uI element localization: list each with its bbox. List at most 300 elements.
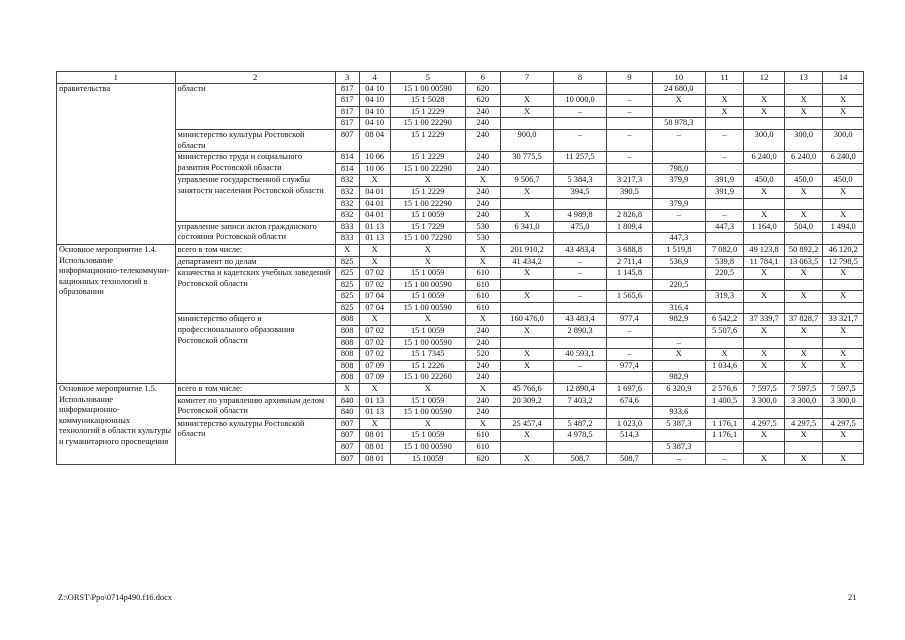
value-cell xyxy=(652,360,705,372)
header-cell-9: 9 xyxy=(607,72,653,84)
value-cell: Х xyxy=(501,106,554,118)
value-cell: Х xyxy=(823,106,864,118)
value-cell: – xyxy=(554,129,607,151)
value-cell: Х xyxy=(744,453,785,465)
value-cell: 900,0 xyxy=(501,129,554,151)
value-cell: 832 xyxy=(335,186,359,198)
value-cell: 3 300,0 xyxy=(823,395,864,407)
value-cell: Х xyxy=(359,175,390,187)
value-cell: 539,8 xyxy=(705,256,743,268)
value-cell: 41 434,2 xyxy=(501,256,554,268)
value-cell: 07 02 xyxy=(359,337,390,349)
value-cell: 379,9 xyxy=(652,198,705,210)
value-cell: 610 xyxy=(465,302,500,314)
value-cell: 7 082,0 xyxy=(705,244,743,256)
value-cell: 4 297,5 xyxy=(784,418,822,430)
value-cell: 808 xyxy=(335,349,359,361)
value-cell: 220,5 xyxy=(652,279,705,291)
value-cell: 7 403,2 xyxy=(554,395,607,407)
value-cell: Х xyxy=(784,430,822,442)
value-cell xyxy=(554,337,607,349)
value-cell: 07 09 xyxy=(359,372,390,384)
value-cell: Х xyxy=(823,360,864,372)
value-cell: 160 476,0 xyxy=(501,314,554,326)
header-cell-1: 1 xyxy=(57,72,176,84)
value-cell xyxy=(744,337,785,349)
value-cell: 3 688,8 xyxy=(607,244,653,256)
value-cell: 15 10059 xyxy=(390,453,465,465)
value-cell: 982,9 xyxy=(652,372,705,384)
value-cell: 808 xyxy=(335,314,359,326)
value-cell: – xyxy=(607,106,653,118)
value-cell xyxy=(744,163,785,175)
value-cell: 1 176,1 xyxy=(705,418,743,430)
value-cell: Х xyxy=(744,430,785,442)
value-cell: 530 xyxy=(465,233,500,245)
value-cell xyxy=(607,233,653,245)
value-cell: 514,3 xyxy=(607,430,653,442)
value-cell xyxy=(607,163,653,175)
value-cell: 20 309,2 xyxy=(501,395,554,407)
value-cell: 15 1 0059 xyxy=(390,291,465,303)
value-cell: 6 542,2 xyxy=(705,314,743,326)
agency-cell: всего в том числе: xyxy=(175,384,335,396)
value-cell xyxy=(784,83,822,95)
value-cell: 536,9 xyxy=(652,256,705,268)
value-cell: 15 1 00 00590 xyxy=(390,337,465,349)
value-cell: 390,5 xyxy=(607,186,653,198)
value-cell: 840 xyxy=(335,395,359,407)
value-cell xyxy=(744,372,785,384)
value-cell xyxy=(784,163,822,175)
value-cell: Х xyxy=(705,349,743,361)
value-cell: 15 1 00 22260 xyxy=(390,372,465,384)
value-cell: 300,0 xyxy=(784,129,822,151)
header-cell-8: 8 xyxy=(554,72,607,84)
value-cell: 620 xyxy=(465,453,500,465)
value-cell: 394,5 xyxy=(554,186,607,198)
header-row xyxy=(57,72,864,84)
value-cell: Х xyxy=(465,418,500,430)
value-cell: 825 xyxy=(335,291,359,303)
value-cell: Х xyxy=(501,268,554,280)
value-cell: Х xyxy=(501,186,554,198)
value-cell: 45 766,6 xyxy=(501,384,554,396)
value-cell: 240 xyxy=(465,326,500,338)
value-cell: 840 xyxy=(335,407,359,419)
value-cell: Х xyxy=(823,453,864,465)
value-cell: Х xyxy=(359,256,390,268)
value-cell: 832 xyxy=(335,210,359,222)
value-cell: 5 384,3 xyxy=(554,175,607,187)
value-cell xyxy=(554,407,607,419)
value-cell: Х xyxy=(501,349,554,361)
value-cell: 814 xyxy=(335,152,359,164)
value-cell xyxy=(744,302,785,314)
value-cell xyxy=(652,186,705,198)
value-cell: 450,0 xyxy=(784,175,822,187)
value-cell: 04 10 xyxy=(359,83,390,95)
value-cell: 15 1 00 00590 xyxy=(390,442,465,454)
value-cell: 43 483,4 xyxy=(554,314,607,326)
value-cell: 817 xyxy=(335,118,359,130)
value-cell: Х xyxy=(390,175,465,187)
value-cell: 982,9 xyxy=(652,314,705,326)
value-cell: 240 xyxy=(465,337,500,349)
value-cell: 807 xyxy=(335,418,359,430)
value-cell: 15 1 7345 xyxy=(390,349,465,361)
value-cell: – xyxy=(607,349,653,361)
value-cell: 4 297,5 xyxy=(823,418,864,430)
value-cell: 504,0 xyxy=(784,221,822,233)
value-cell: 46 120,2 xyxy=(823,244,864,256)
value-cell: 07 04 xyxy=(359,302,390,314)
value-cell: 379,9 xyxy=(652,175,705,187)
value-cell: 240 xyxy=(465,407,500,419)
value-cell: 447,3 xyxy=(705,221,743,233)
value-cell xyxy=(554,372,607,384)
value-cell: 814 xyxy=(335,163,359,175)
value-cell: 15 1 5028 xyxy=(390,95,465,107)
value-cell: 04 01 xyxy=(359,198,390,210)
value-cell: 1 023,0 xyxy=(607,418,653,430)
value-cell: 1 034,6 xyxy=(705,360,743,372)
value-cell: Х xyxy=(784,453,822,465)
agency-cell: министерство культуры Ростовской области xyxy=(175,418,335,464)
value-cell: 4 989,8 xyxy=(554,210,607,222)
table-row xyxy=(57,83,864,95)
value-cell xyxy=(823,302,864,314)
value-cell: 807 xyxy=(335,129,359,151)
value-cell: 01 13 xyxy=(359,221,390,233)
value-cell: 1 565,6 xyxy=(607,291,653,303)
value-cell: Х xyxy=(390,418,465,430)
table-row xyxy=(57,384,864,396)
value-cell: 11 784,1 xyxy=(744,256,785,268)
value-cell: Х xyxy=(705,106,743,118)
value-cell: Х xyxy=(823,291,864,303)
value-cell xyxy=(501,279,554,291)
agency-cell: комитет по управлению архивным делом Ростовской области xyxy=(175,395,335,418)
value-cell xyxy=(744,407,785,419)
value-cell: Х xyxy=(390,314,465,326)
value-cell xyxy=(744,198,785,210)
value-cell xyxy=(823,198,864,210)
value-cell: 833 xyxy=(335,221,359,233)
value-cell: 15 1 00 00590 xyxy=(390,279,465,291)
value-cell: Х xyxy=(784,106,822,118)
value-cell: 3 217,3 xyxy=(607,175,653,187)
value-cell: Х xyxy=(359,384,390,396)
value-cell: 610 xyxy=(465,279,500,291)
value-cell: 610 xyxy=(465,268,500,280)
value-cell xyxy=(652,106,705,118)
value-cell: Х xyxy=(744,268,785,280)
value-cell: 825 xyxy=(335,302,359,314)
value-cell: 6 240,0 xyxy=(784,152,822,164)
table-row xyxy=(57,244,864,256)
table-row xyxy=(57,129,864,151)
value-cell xyxy=(652,268,705,280)
value-cell: 240 xyxy=(465,129,500,151)
value-cell: 933,6 xyxy=(652,407,705,419)
value-cell: Х xyxy=(465,244,500,256)
value-cell xyxy=(705,302,743,314)
value-cell: – xyxy=(652,129,705,151)
value-cell xyxy=(501,407,554,419)
value-cell: 620 xyxy=(465,95,500,107)
value-cell: 220,5 xyxy=(705,268,743,280)
table-row xyxy=(57,221,864,233)
value-cell: 1 494,0 xyxy=(823,221,864,233)
header-cell-6: 6 xyxy=(465,72,500,84)
value-cell xyxy=(607,118,653,130)
value-cell: – xyxy=(554,291,607,303)
agency-cell: министерство труда и социального развития Ростовской области xyxy=(175,152,335,175)
header-cell-14: 14 xyxy=(823,72,864,84)
measure-cell: правительства xyxy=(57,83,176,244)
value-cell: 40 593,1 xyxy=(554,349,607,361)
measure-cell: Основное мероприятие 1.4. Использование информационно-телекоммуни-кационных технологий в образовании xyxy=(57,244,176,383)
value-cell: 2 826,8 xyxy=(607,210,653,222)
value-cell: Х xyxy=(823,430,864,442)
value-cell: 11 257,5 xyxy=(554,152,607,164)
value-cell: Х xyxy=(744,326,785,338)
value-cell: Х xyxy=(823,349,864,361)
value-cell: 808 xyxy=(335,326,359,338)
value-cell: 817 xyxy=(335,83,359,95)
value-cell xyxy=(784,233,822,245)
value-cell: 1 176,1 xyxy=(705,430,743,442)
table-row xyxy=(57,256,864,268)
value-cell: 30 775,5 xyxy=(501,152,554,164)
value-cell: 43 483,4 xyxy=(554,244,607,256)
value-cell: – xyxy=(554,106,607,118)
value-cell: Х xyxy=(465,314,500,326)
value-cell: 6 320,9 xyxy=(652,384,705,396)
header-cell-13: 13 xyxy=(784,72,822,84)
value-cell: 530 xyxy=(465,221,500,233)
value-cell xyxy=(705,279,743,291)
value-cell xyxy=(823,233,864,245)
value-cell: 2 711,4 xyxy=(607,256,653,268)
value-cell: 2 890,3 xyxy=(554,326,607,338)
value-cell: 15 1 00 72290 xyxy=(390,233,465,245)
value-cell xyxy=(501,118,554,130)
value-cell: 825 xyxy=(335,268,359,280)
value-cell: 475,0 xyxy=(554,221,607,233)
value-cell xyxy=(501,372,554,384)
header-cell-4: 4 xyxy=(359,72,390,84)
value-cell: 25 457,4 xyxy=(501,418,554,430)
value-cell: 7 597,5 xyxy=(784,384,822,396)
value-cell: 825 xyxy=(335,256,359,268)
value-cell: Х xyxy=(465,384,500,396)
value-cell xyxy=(744,279,785,291)
value-cell: 33 321,7 xyxy=(823,314,864,326)
value-cell: 49 123,8 xyxy=(744,244,785,256)
value-cell: 10 06 xyxy=(359,152,390,164)
value-cell xyxy=(652,221,705,233)
value-cell: Х xyxy=(652,349,705,361)
value-cell xyxy=(823,83,864,95)
agency-cell: министерство культуры Ростовской области xyxy=(175,129,335,151)
table-row xyxy=(57,152,864,164)
value-cell xyxy=(554,198,607,210)
value-cell: Х xyxy=(652,95,705,107)
value-cell: 391,9 xyxy=(705,175,743,187)
value-cell: Х xyxy=(744,186,785,198)
value-cell: 240 xyxy=(465,372,500,384)
value-cell: 15 1 00 22290 xyxy=(390,198,465,210)
value-cell xyxy=(501,198,554,210)
value-cell xyxy=(501,163,554,175)
value-cell: 610 xyxy=(465,442,500,454)
value-cell xyxy=(607,83,653,95)
value-cell: 50 892,2 xyxy=(784,244,822,256)
value-cell: Х xyxy=(744,106,785,118)
value-cell xyxy=(607,302,653,314)
value-cell: 07 02 xyxy=(359,349,390,361)
value-cell: Х xyxy=(784,360,822,372)
value-cell: 319,3 xyxy=(705,291,743,303)
value-cell: 37 339,7 xyxy=(744,314,785,326)
table-row xyxy=(57,175,864,187)
value-cell xyxy=(705,233,743,245)
value-cell xyxy=(784,372,822,384)
value-cell: 817 xyxy=(335,106,359,118)
value-cell xyxy=(705,83,743,95)
value-cell xyxy=(705,118,743,130)
value-cell: 58 978,3 xyxy=(652,118,705,130)
value-cell: 15 1 00 00590 xyxy=(390,83,465,95)
value-cell: 4 978,5 xyxy=(554,430,607,442)
value-cell: 817 xyxy=(335,95,359,107)
value-cell xyxy=(823,372,864,384)
value-cell: 10 000,0 xyxy=(554,95,607,107)
value-cell: 1 400,5 xyxy=(705,395,743,407)
value-cell xyxy=(501,442,554,454)
value-cell: 240 xyxy=(465,152,500,164)
value-cell: 520 xyxy=(465,349,500,361)
value-cell: 240 xyxy=(465,186,500,198)
value-cell xyxy=(823,442,864,454)
value-cell: – xyxy=(554,268,607,280)
value-cell: Х xyxy=(501,453,554,465)
value-cell: Х xyxy=(359,418,390,430)
value-cell: – xyxy=(607,152,653,164)
value-cell: 15 1 2229 xyxy=(390,129,465,151)
value-cell: Х xyxy=(784,291,822,303)
measure-cell: Основное мероприятие 1.5. Использование информационно-коммуникационных технологий в области культуры и гуманитарного просвещения xyxy=(57,384,176,465)
table-row xyxy=(57,314,864,326)
value-cell: 5 487,2 xyxy=(554,418,607,430)
value-cell: 798,0 xyxy=(652,163,705,175)
value-cell xyxy=(652,430,705,442)
value-cell xyxy=(554,233,607,245)
value-cell: Х xyxy=(744,360,785,372)
value-cell: 807 xyxy=(335,430,359,442)
value-cell: 2 576,6 xyxy=(705,384,743,396)
value-cell xyxy=(554,442,607,454)
value-cell xyxy=(652,395,705,407)
value-cell: Х xyxy=(823,210,864,222)
value-cell: – xyxy=(554,360,607,372)
value-cell: 15 1 0059 xyxy=(390,210,465,222)
value-cell: Х xyxy=(501,291,554,303)
value-cell xyxy=(784,442,822,454)
value-cell: Х xyxy=(465,256,500,268)
value-cell: 07 02 xyxy=(359,326,390,338)
value-cell: 832 xyxy=(335,198,359,210)
value-cell: 808 xyxy=(335,360,359,372)
value-cell: 01 13 xyxy=(359,233,390,245)
value-cell: – xyxy=(705,210,743,222)
value-cell xyxy=(607,407,653,419)
value-cell xyxy=(705,337,743,349)
table-row xyxy=(57,418,864,430)
footer-page-number: 21 xyxy=(848,593,857,602)
value-cell: 15 1 0059 xyxy=(390,395,465,407)
value-cell: 3 300,0 xyxy=(784,395,822,407)
value-cell: 450,0 xyxy=(823,175,864,187)
value-cell xyxy=(705,442,743,454)
value-cell xyxy=(823,118,864,130)
value-cell: Х xyxy=(823,95,864,107)
value-cell: 10 06 xyxy=(359,163,390,175)
value-cell xyxy=(554,163,607,175)
value-cell: 300,0 xyxy=(823,129,864,151)
value-cell: 240 xyxy=(465,198,500,210)
value-cell: Х xyxy=(744,210,785,222)
value-cell: Х xyxy=(744,95,785,107)
value-cell: 807 xyxy=(335,453,359,465)
value-cell: 07 04 xyxy=(359,291,390,303)
header-cell-11: 11 xyxy=(705,72,743,84)
value-cell: 6 341,0 xyxy=(501,221,554,233)
value-cell xyxy=(607,442,653,454)
value-cell xyxy=(784,118,822,130)
value-cell: – xyxy=(607,95,653,107)
value-cell: 240 xyxy=(465,360,500,372)
value-cell xyxy=(554,302,607,314)
value-cell: Х xyxy=(744,349,785,361)
value-cell: 620 xyxy=(465,83,500,95)
value-cell: 1 145,8 xyxy=(607,268,653,280)
value-cell: Х xyxy=(784,95,822,107)
value-cell: 1 164,0 xyxy=(744,221,785,233)
value-cell: 508,7 xyxy=(554,453,607,465)
value-cell xyxy=(744,233,785,245)
value-cell: 37 828,7 xyxy=(784,314,822,326)
table-row xyxy=(57,395,864,407)
value-cell: 300,0 xyxy=(744,129,785,151)
value-cell: 6 240,0 xyxy=(823,152,864,164)
footer-filename: Z:\ORST\Ppo\0714p490.f16.docx xyxy=(58,593,172,602)
value-cell: 7 597,5 xyxy=(823,384,864,396)
value-cell: Х xyxy=(501,326,554,338)
value-cell: Х xyxy=(823,326,864,338)
value-cell: 610 xyxy=(465,430,500,442)
value-cell: 6 240,0 xyxy=(744,152,785,164)
value-cell xyxy=(501,233,554,245)
value-cell: 07 02 xyxy=(359,279,390,291)
value-cell: Х xyxy=(705,95,743,107)
value-cell: 01 13 xyxy=(359,395,390,407)
value-cell: 3 300,0 xyxy=(744,395,785,407)
value-cell: 15 1 0059 xyxy=(390,430,465,442)
agency-cell: области xyxy=(175,83,335,129)
